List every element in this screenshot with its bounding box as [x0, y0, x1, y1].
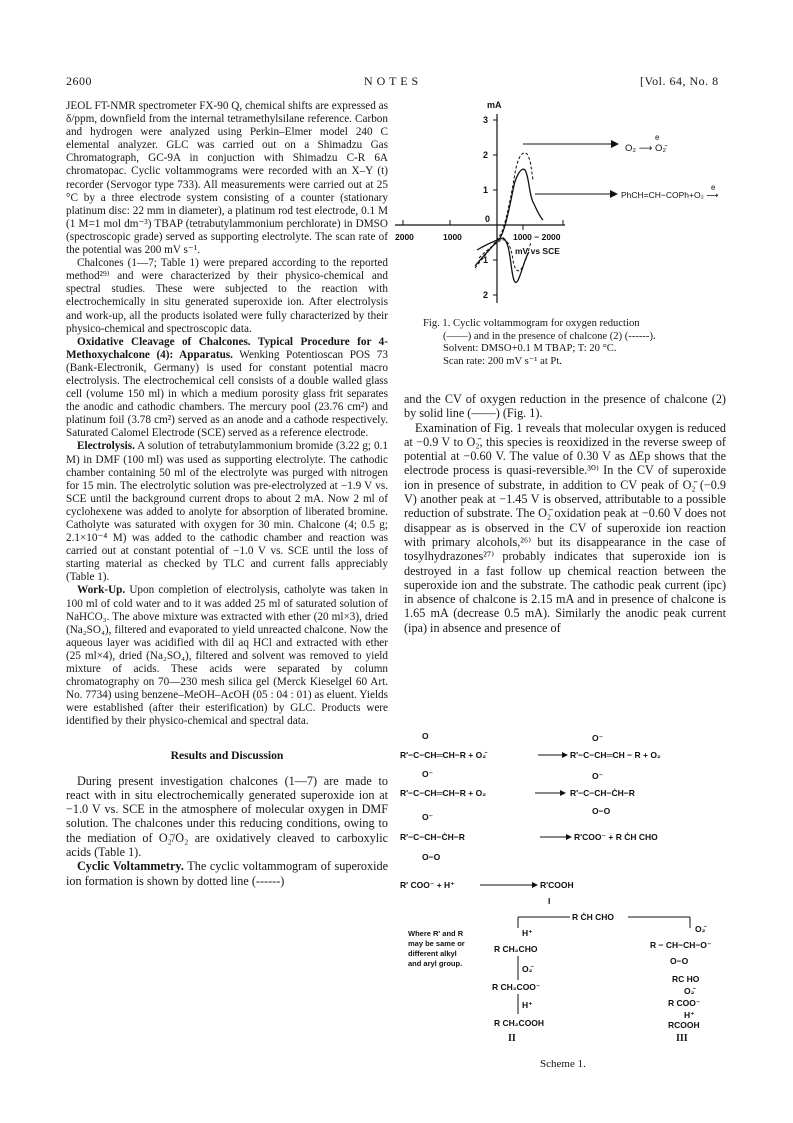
scheme-label-ii: II: [508, 1033, 516, 1044]
intro-paragraph: JEOL FT-NMR spectrometer FX-90 Q, chemical shifts are expressed as δ/ppm, downfield from the internal tetramethylsilane reference. Carbon and hydrogen were analyzed using Perkin–Elmer model 240 C elemental analyzer. GLC was carried out on a Shimadzu Gas Chromatograph, GC-9A in conjuction with Shimadzu C-R 6A chromatopac. Cyclic voltammograms were recorded with an X–Y (t) recorder (Servogor type 733). All measurements were carried out at 25 °C by a three electrode system consisting of a counter (stationary platinum disc: 22 mm in diameter), a platinum rod test electrode, 0.1 M (1 M=1 mol dm⁻³) TBAP (tetrabutylammonium perchlorate) in DMSO (spectroscopic grade) served as supporting electrolyte. The scan rate of the potential was 200 mV s⁻¹.: [66, 100, 388, 257]
oxidative-heading: Oxidative Cleavage of Chalcones. Typical Procedure for 4-Methoxychalcone (4): Apparatus.: [66, 335, 388, 361]
scheme-label-iii: III: [676, 1033, 688, 1044]
cv-paragraph: [66, 859, 388, 888]
scheme-right-o2b: O₂̄: [684, 986, 695, 996]
scheme-note-2: may be same or: [408, 939, 465, 948]
scheme-r3-oo: O−O: [422, 852, 441, 862]
right-paragraph-1: and the CV of oxygen reduction in the presence of chalcone (2) by solid line (——) (Fig. 1).: [404, 392, 726, 421]
scheme-mid-1: R CH₂CHO: [494, 944, 538, 954]
cv-text: The cyclic voltammogram of superoxide ion formation is shown by dotted line (------): [66, 859, 388, 888]
y-tick-neg1: 1: [483, 255, 489, 265]
scheme-mid-3: R CH₂COOH: [494, 1018, 545, 1028]
page-number: 2600: [66, 74, 92, 88]
right-paragraph-2: Examination of Fig. 1 reveals that molecular oxygen is reduced at −0.9 V to O₂̄, this species is reoxidized in the reverse sweep of potential at −0.60 V. The value of 0.30 V as ΔEp shows that the electrode process is quasi-reversible.³⁰⁾ In the CV of superoxide ion in presence of substrate, in addition to CV peak of O₂̄ (−0.9 V) another peak at −1.45 V is observed, attributable to a possible reduction of substrate. The O₂̄ oxidation peak at −0.60 V does not disappear as is observed in the CV of superoxide ion reaction with primary alcohols,²⁶⁾ but its disappearance in the case of tosylhydrazones²⁷⁾ probably indicates that superoxide ion is destroyed in a fast follow up chemical reaction between the superoxide ion and the substrate. The cathodic peak current (ipc) in absence of chalcone is 2.15 mA and in presence of chalcone is 1.65 mA (decrease 0.5 mA). Similarly the anodic peak current (ipa) in absence and presence of: [404, 420, 726, 635]
arrow-chalcone-label: PhCH=CH−COPh+O₂ ⟶: [621, 190, 719, 200]
scheme-r4-rhs: R'COOH: [540, 880, 574, 890]
caption-line-2: (——) and in the presence of chalcone (2) (------).: [443, 330, 656, 342]
scheme-right-2: RC HO: [672, 974, 700, 984]
scheme-right-3: R COO⁻: [668, 998, 701, 1008]
scheme-r3-ominus: O⁻: [422, 812, 434, 822]
cv-heading: Cyclic Voltammetry.: [77, 859, 184, 874]
scheme-right-o2: O₂̄: [695, 924, 706, 934]
arrow-o2-e: e: [655, 133, 660, 142]
scheme-caption: Scheme 1.: [540, 1058, 586, 1070]
workup-paragraph: [66, 584, 388, 728]
scheme-right-4: RCOOH: [668, 1020, 700, 1030]
scheme-r2-oo: O−O: [592, 806, 611, 816]
scheme-right-oo: O−O: [670, 956, 689, 966]
figure-caption: [423, 318, 743, 368]
electrolysis-paragraph: [66, 440, 388, 584]
results-paragraph: During present investigation chalcones (1—7) are made to react with in situ electrochemically generated superoxide ion at −1.0 V vs. SCE in the atmosphere of molecular oxygen in DMF solution. The chalcones under this reducing conditions, owing to the mediation of O₂̄/O₂ are oxidatively cleaved to carboxylic acids (Table 1).: [66, 773, 388, 860]
scheme-note-3: different alkyl: [408, 949, 457, 958]
scheme-mid-h2: H⁺: [522, 1000, 533, 1010]
cyclic-voltammogram-figure: [395, 98, 745, 313]
y-tick-0: 0: [485, 214, 491, 224]
scheme-r2-rhs: R'−C−CH−ĊH−R: [570, 788, 635, 798]
volume-info: [Vol. 64, No. 8: [640, 74, 719, 88]
x-tick-right: 1000 − 2000: [513, 232, 561, 242]
y-tick-neg2: 2: [483, 290, 489, 300]
y-tick-1: 1: [483, 185, 489, 195]
scheme-r2-lhs: R'−C−CH═CH−R + O₂: [400, 788, 486, 798]
scheme-r3-lhs: R'−C−CH−ĊH−R: [400, 832, 465, 842]
left-column: [66, 100, 388, 888]
running-title: N O T E S: [364, 74, 419, 88]
caption-line-3: Solvent: DMSO+0.1 M TBAP; T: 20 °C.: [443, 343, 617, 354]
y-tick-2: 2: [483, 150, 489, 160]
reaction-scheme: [400, 728, 745, 1028]
electrolysis-heading: Electrolysis.: [77, 440, 135, 453]
x-unit-label: mV vs SCE: [515, 246, 560, 256]
scheme-label-i: I: [548, 896, 551, 906]
scheme-r2-ominus2: O⁻: [592, 771, 604, 781]
y-tick-3: 3: [483, 115, 489, 125]
scheme-r1-lhs: R'−C−CH═CH−R + O₂̄: [400, 750, 486, 760]
scheme-r2-ominus: O⁻: [422, 769, 434, 779]
scheme-note-1: Where R' and R: [408, 929, 464, 938]
scheme-top-chain: R ĊH CHO: [572, 912, 615, 922]
caption-line-1: Fig. 1. Cyclic voltammogram for oxygen reduction: [423, 318, 640, 329]
results-heading: Results and Discussion: [170, 748, 284, 762]
x-tick-2000: 2000: [395, 232, 414, 242]
apparatus-text: Wenking Potentioscan POS 73 (Bank-Electronik, Germany) is used for constant potential macro electrolysis. The electrochemical cell consists of a double walled glass cell (volume 150 ml) in which a medium porosity glass frit separates the anodic and cathodic chambers. The mercury pool (23.76 cm²) and platinum foil (3.78 cm²) served as an anode and a cathode respectively. Saturated Calomel Electrode (SCE) served as a reference electrode.: [66, 348, 388, 440]
scheme-r1-rhs: R'−C−CH═CH − R + O₂: [570, 750, 661, 760]
scheme-right-1: R − CH−CH−O⁻: [650, 940, 712, 950]
right-column: [404, 392, 726, 635]
workup-heading: Work-Up.: [77, 584, 126, 597]
scheme-right-h: H⁺: [684, 1010, 695, 1020]
electrolysis-text: A solution of tetrabutylammonium bromide (3.22 g; 0.1 M) in DMF (100 ml) was used as supporting electrolyte. The cathodic chamber containing 50 ml of the electrolyte was purged with nitrogen for 15 min. The electrolytic solution was pre-electrolyzed at −1.9 V vs. SCE until the background current drops to about 2 mA. Now 2 ml of cyclohexene was added to anolyte for absorption of liberated bromine. Catholyte was saturated with oxygen for 30 min. Chalcone (4; 0.5 g; 2.1×10⁻⁴ M) was added to the cathodic chamber and reaction was carried out at constant potential of −1.0 V vs. SCE until the loss of starting material as checked by TLC and current falls appreciably (Table 1).: [66, 440, 388, 584]
workup-text: Upon completion of electrolysis, catholyte was taken in 100 ml of cold water and to it was added 25 ml of saturated solution of NaHCO₃. The above mixture was extracted with ether (20 ml×3), dried (Na₂SO₄), filtered and evaporated to yield unreacted chalcone. Now the aqueous layer was acidified with dil aq HCl and extracted with ether (25 ml×4), dried (Na₂SO₄), filtered and solvent was removed to yield mixture of acids. These acids were separated by column chromatography on 70—230 mesh silica gel (Merck Kieselgel 60 Art. No. 7734) using benzene–MeOH–AcOH (05 : 04 : 01) as eluent. Yields were established (after their esterification) by GLC. Products were identified by their physico-chemical and spectral data.: [66, 584, 388, 728]
scheme-r1-ominus: O⁻: [592, 733, 604, 743]
scheme-o-top: O: [422, 731, 429, 741]
apparatus-paragraph: [66, 336, 388, 441]
scheme-r4-lhs: R' COO⁻ + H⁺: [400, 880, 455, 890]
y-unit-label: mA: [487, 100, 502, 110]
chalcones-paragraph: Chalcones (1—7; Table 1) were prepared according to the reported method²⁹⁾ and were characterized by their physico-chemical and spectral studies. These were subjected to the reaction with electrochemically in situ generated superoxide ion. After electrolysis and work-up, all the products isolated were fully characterized by their physico-chemical and spectroscopic data.: [66, 257, 388, 335]
scheme-note-4: and aryl group.: [408, 959, 463, 968]
scheme-mid-2: R CH₂COO⁻: [492, 982, 541, 992]
arrow-o2-label: O₂ ⟶ O₂̄: [625, 143, 667, 154]
scheme-r3-rhs: R'COO⁻ + R ĊH CHO: [574, 832, 658, 842]
arrow-chalcone-e: e: [711, 183, 716, 192]
scheme-mid-h: H⁺: [522, 928, 533, 938]
caption-line-4: Scan rate: 200 mV s⁻¹ at Pt.: [443, 355, 562, 367]
scheme-mid-o2: O₂̄: [522, 964, 533, 974]
x-tick-1000: 1000: [443, 232, 462, 242]
